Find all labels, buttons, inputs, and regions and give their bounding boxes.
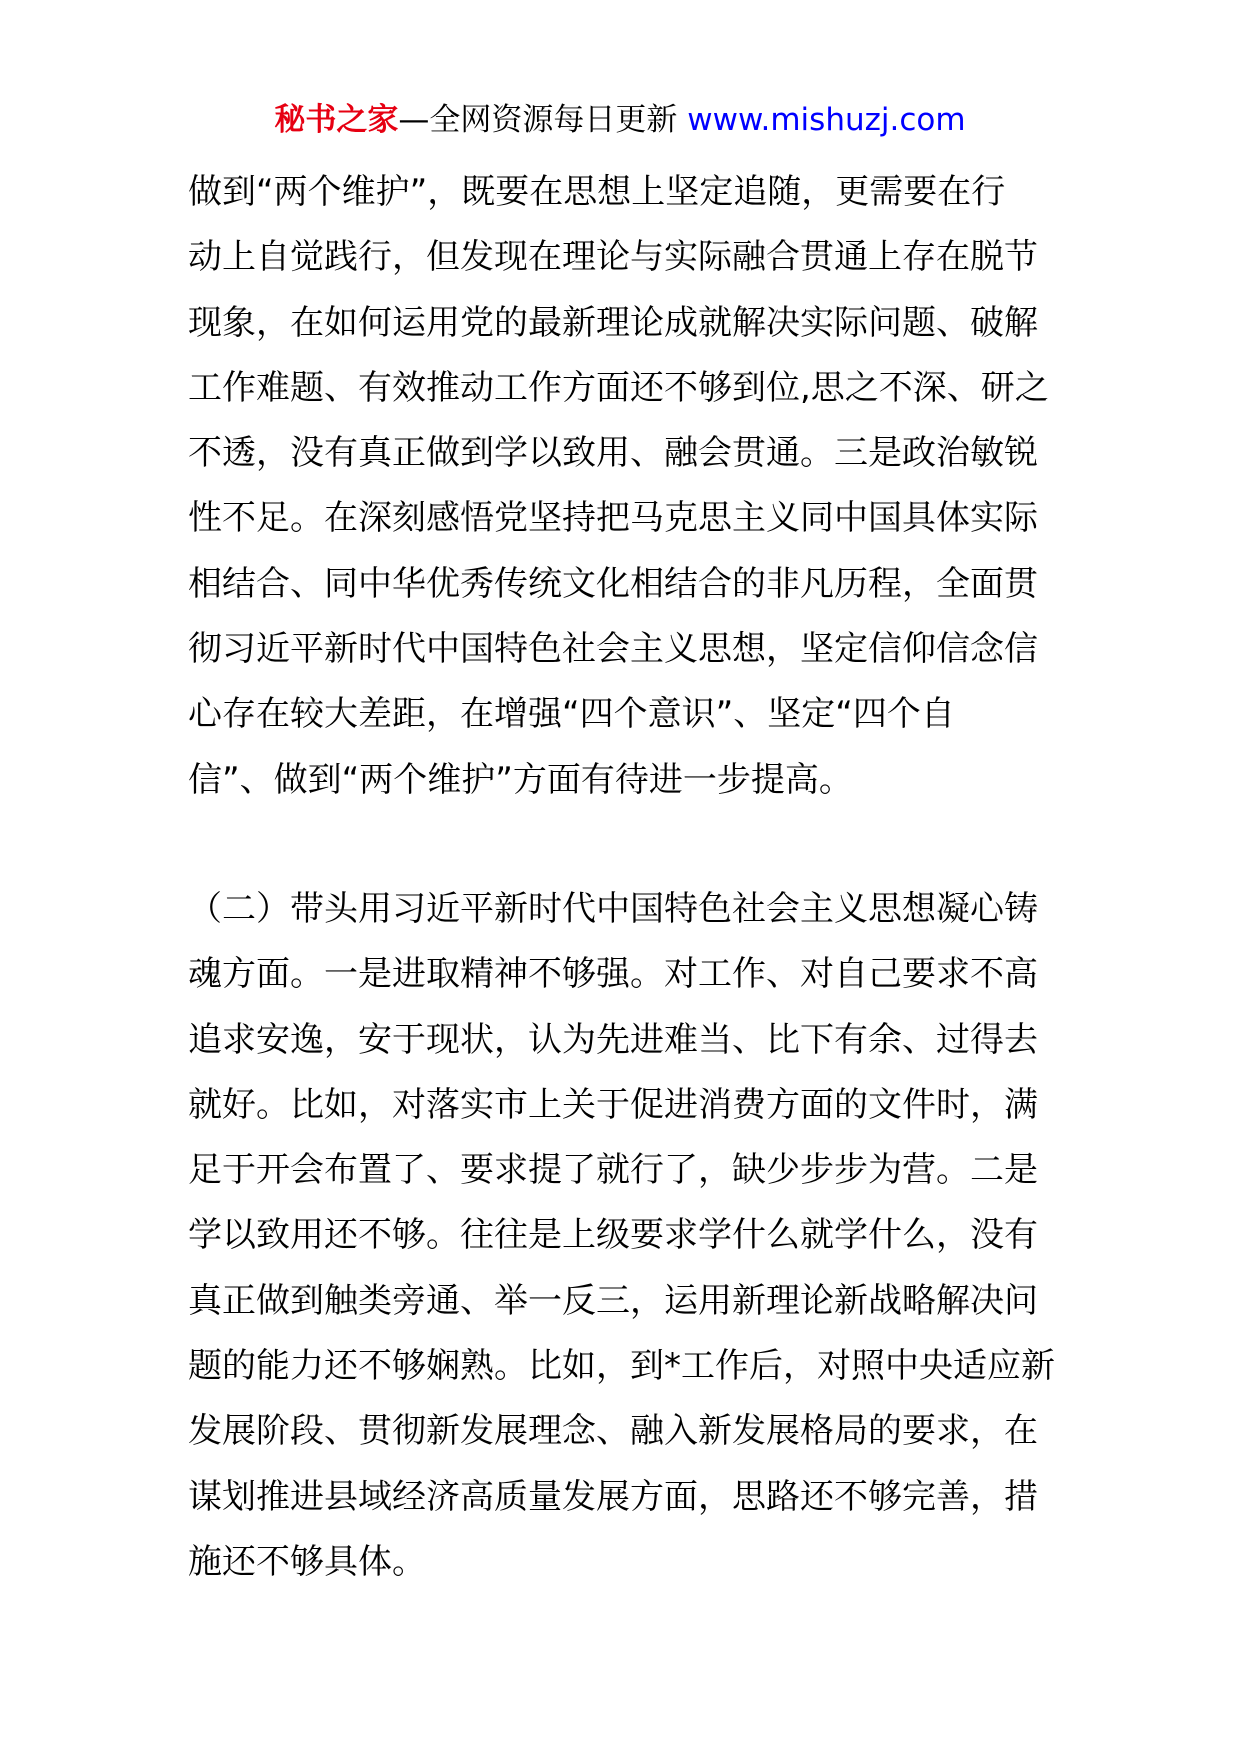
paragraph-2 (188, 877, 1064, 1595)
header-tagline: —全网资源每日更新 (398, 102, 688, 138)
header-brand: 秘书之家 (274, 102, 399, 138)
text-line: 题的能力还不够娴熟。比如，到*工作后，对照中央适应新 (188, 1346, 1055, 1387)
text-line: 发展阶段、贯彻新发展理念、融入新发展格局的要求，在 (188, 1411, 1038, 1452)
header-url-link[interactable]: www.mishuzj.com (687, 102, 966, 138)
text-line: 足于开会布置了、要求提了就行了，缺少步步为营。二是 (188, 1150, 1038, 1191)
page-header (0, 100, 1240, 140)
section-heading-line: （二）带头用习近平新时代中国特色社会主义思想凝心铸 (188, 888, 1038, 929)
text-line: 魂方面。一是进取精神不够强。对工作、对自己要求不高 (188, 954, 1038, 995)
text-line: 心存在较大差距，在增强“四个意识”、坚定“四个自 (188, 694, 955, 735)
text-line: 做到“两个维护”，既要在思想上坚定追随，更需要在行 (188, 172, 1006, 212)
text-line: 学以致用还不够。往往是上级要求学什么就学什么，没有 (188, 1215, 1038, 1256)
document-body (188, 160, 1064, 1595)
text-line: 现象，在如何运用党的最新理论成就解决实际问题、破解 (188, 302, 1038, 343)
text-line: 谋划推进县域经济高质量发展方面，思路还不够完善，措 (188, 1476, 1038, 1517)
text-line: 信”、做到“两个维护”方面有待进一步提高。 (188, 759, 853, 800)
text-line: 真正做到触类旁通、举一反三，运用新理论新战略解决问 (188, 1280, 1038, 1321)
text-line: 就好。比如，对落实市上关于促进消费方面的文件时，满 (188, 1084, 1038, 1125)
text-line: 工作难题、有效推动工作方面还不够到位,思之不深、研之 (188, 367, 1049, 408)
text-line: 彻习近平新时代中国特色社会主义思想，坚定信仰信念信 (188, 629, 1038, 670)
text-line: 施还不够具体。 (188, 1541, 426, 1582)
text-line: 追求安逸，安于现状，认为先进难当、比下有余、过得去 (188, 1019, 1038, 1060)
text-line: 相结合、同中华优秀传统文化相结合的非凡历程，全面贯 (188, 563, 1038, 604)
text-line: 动上自觉践行，但发现在理论与实际融合贯通上存在脱节 (188, 237, 1038, 278)
paragraph-spacer (188, 813, 1064, 877)
text-line: 不透，没有真正做到学以致用、融会贯通。三是政治敏锐 (188, 433, 1038, 474)
text-line: 性不足。在深刻感悟党坚持把马克思主义同中国具体实际 (188, 498, 1038, 539)
paragraph-1 (188, 160, 1064, 813)
